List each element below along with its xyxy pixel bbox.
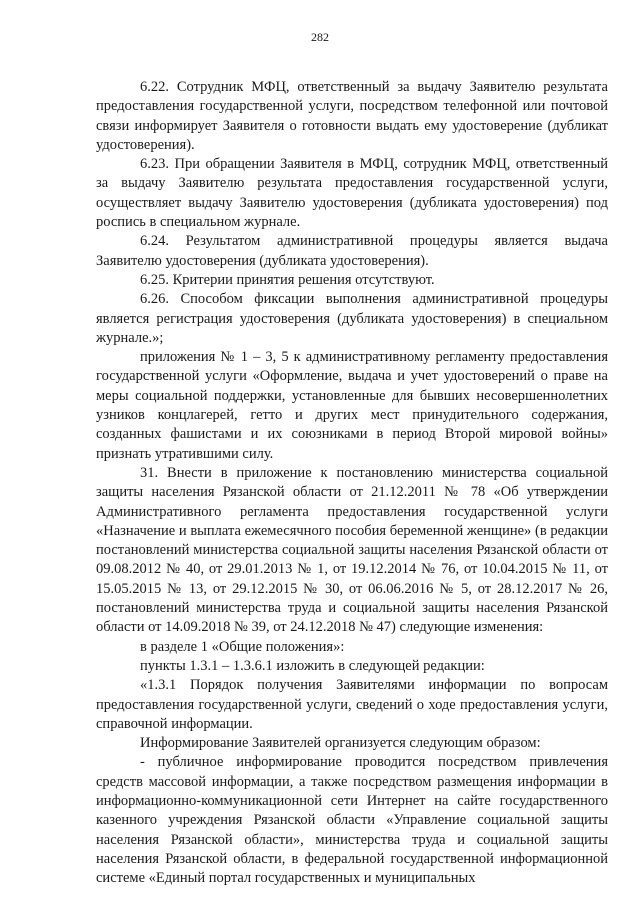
page-number: 282 (311, 30, 329, 44)
paragraph-6-24: 6.24. Результатом административной процедуры является выдача Заявителю удостоверения (дубликата удостоверения). (96, 233, 608, 269)
document-body (96, 78, 608, 888)
paragraph-appendices: приложения № 1 – 3, 5 к административному регламенту предоставления государственной услуги «Оформление, выдача и учет удостоверений о праве на меры социальной поддержки, установленные для бывших несовершеннолетних узников концлагерей, гетто и других мест принудительного содержания, созданных фашистами и их союзниками в период Второй мировой войны» признать утратившими силу. (96, 349, 608, 462)
paragraph-public-informing: - публичное информирование проводится посредством привлечения средств массовой информации, а также посредством размещения информации в информационно-коммуникационной сети Интернет на сайте государственного казенного учреждения Рязанской области «Управление социальной защиты населения Рязанской области», министерства труда и социальной защиты населения Рязанской области, в федеральной государственной информационной системе «Единый портал государственных и муниципальных (96, 754, 608, 887)
paragraph-31: 31. Внести в приложение к постановлению министерства социальной защиты населения Рязанской области от 21.12.2011 № 78 «Об утверждении Административного регламента предоставления государственной услуги «Назначение и выплата ежемесячного пособия беременной женщине» (в редакции постановлений министерства социальной защиты населения Рязанской области от 09.08.2012 № 40, от 29.01.2013 № 1, от 19.12.2014 № 76, от 10.04.2015 № 11, от 15.05.2015 № 13, от 29.12.2015 № 30, от 06.06.2016 № 5, от 28.12.2017 № 26, постановлений министерства труда и социальной защиты населения Рязанской области от 14.09.2018 № 39, от 24.12.2018 № 47) следующие изменения: (96, 464, 608, 636)
paragraph-section-1: в разделе 1 «Общие положения»: (140, 638, 345, 655)
paragraph-6-25: 6.25. Критерии принятия решения отсутствуют. (140, 271, 435, 288)
paragraph-6-22: 6.22. Сотрудник МФЦ, ответственный за выдачу Заявителю результата предоставления государственной услуги, посредством телефонной или почтовой связи информирует Заявителя о готовности выдать ему удостоверение (дубликат удостоверения). (96, 79, 608, 153)
paragraph-points: пункты 1.3.1 – 1.3.6.1 изложить в следующей редакции: (140, 657, 485, 674)
paragraph-informing: Информирование Заявителей организуется следующим образом: (140, 735, 541, 752)
paragraph-6-23: 6.23. При обращении Заявителя в МФЦ, сотрудник МФЦ, ответственный за выдачу Заявителю результата предоставления государственной услуги, осуществляет выдачу Заявителю удостоверения (дубликата удостоверения) под роспись в специальном журнале. (96, 156, 608, 231)
paragraph-6-26: 6.26. Способом фиксации выполнения административной процедуры является регистрация удостоверения (дубликата удостоверения) в специальном журнале.»; (96, 291, 608, 346)
paragraph-1-3-1: «1.3.1 Порядок получения Заявителями информации по вопросам предоставления государственной услуги, сведений о ходе предоставления услуги, справочной информации. (96, 677, 608, 732)
